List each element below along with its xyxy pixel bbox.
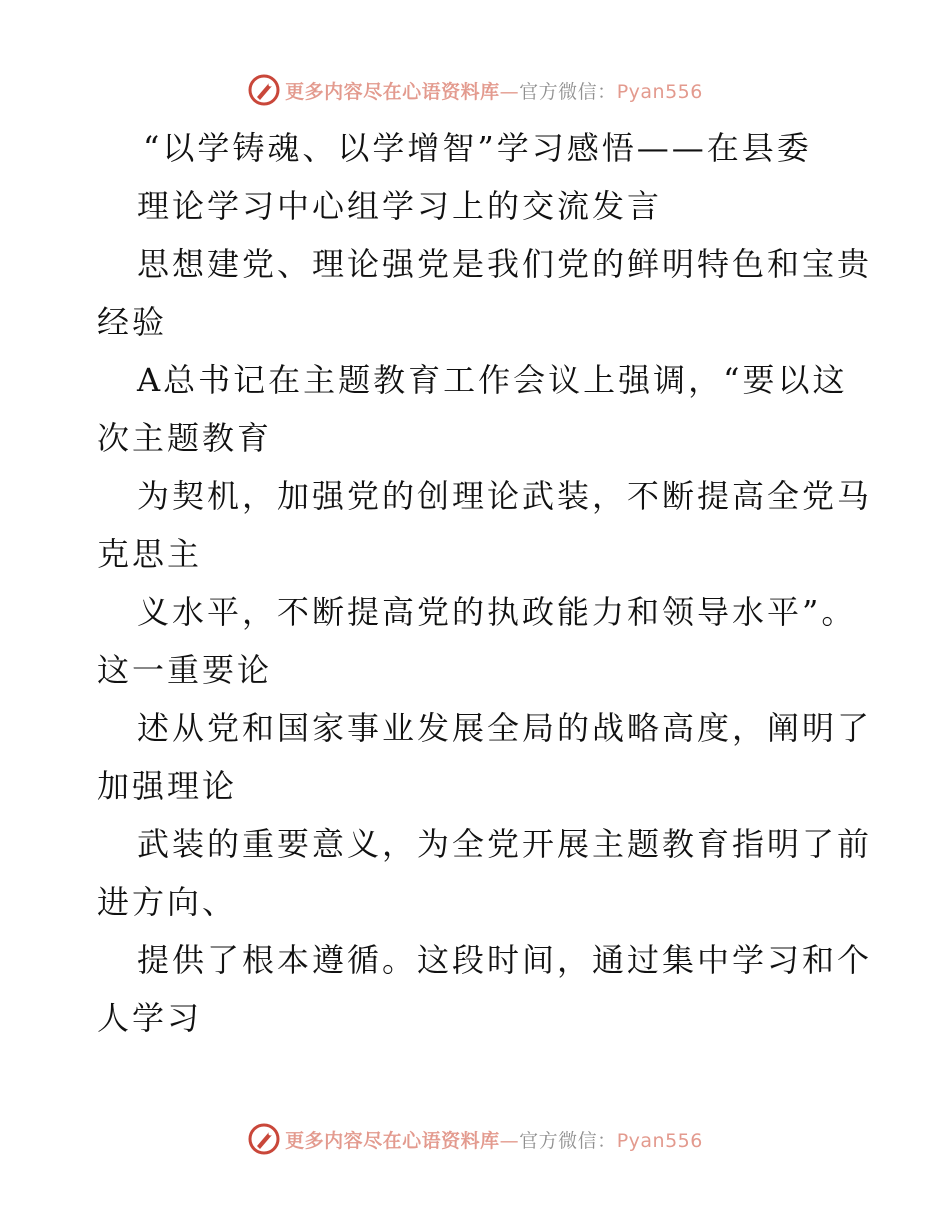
paragraph-line: 义水平，不断提高党的执政能力和领导水平”。 [137, 593, 857, 631]
footer-banner [0, 1119, 950, 1159]
banner-official-label: 官方微信： [519, 80, 617, 103]
document-body [97, 119, 873, 1047]
paragraph-line: 克思主 [97, 535, 203, 573]
banner-contact: Pyan556 [616, 1129, 703, 1152]
document-title-line-1: “以学铸魂、以学增智”学习感悟——在县委 [143, 129, 812, 167]
paragraph-line: 思想建党、理论强党是我们党的鲜明特色和宝贵 [137, 245, 873, 283]
paragraph-line: 提供了根本遵循。这段时间，通过集中学习和个 [137, 941, 873, 979]
banner-dash: — [499, 80, 520, 103]
banner-dash: — [499, 1129, 520, 1152]
paragraph-line: 次主题教育 [97, 419, 273, 457]
paragraph-line: 述从党和国家事业发展全局的战略高度，阐明了 [137, 709, 873, 747]
banner-contact: Pyan556 [616, 80, 703, 103]
header-banner [0, 70, 950, 110]
paragraph-line: 人学习 [97, 999, 203, 1037]
paragraph-line: 加强理论 [97, 767, 238, 805]
paragraph-line: 这一重要论 [97, 651, 273, 689]
banner-text [285, 1126, 703, 1153]
banner-site-name: 更多内容尽在心语资料库 [285, 80, 500, 103]
paragraph-line: 武装的重要意义，为全党开展主题教育指明了前 [137, 825, 873, 863]
banner-text [285, 77, 703, 104]
paragraph-line: 经验 [97, 303, 168, 341]
banner-official-label: 官方微信： [519, 1129, 617, 1152]
paragraph-line: A总书记在主题教育工作会议上强调，“要以这 [137, 361, 848, 399]
pen-nib-circle-logo-icon [247, 1122, 281, 1156]
pen-nib-circle-logo-icon [247, 73, 281, 107]
paragraph-line: 为契机，加强党的创理论武装，不断提高全党马 [137, 477, 873, 515]
paragraph-line: 进方向、 [97, 883, 238, 921]
banner-site-name: 更多内容尽在心语资料库 [285, 1129, 500, 1152]
document-title-line-2: 理论学习中心组学习上的交流发言 [137, 187, 663, 225]
